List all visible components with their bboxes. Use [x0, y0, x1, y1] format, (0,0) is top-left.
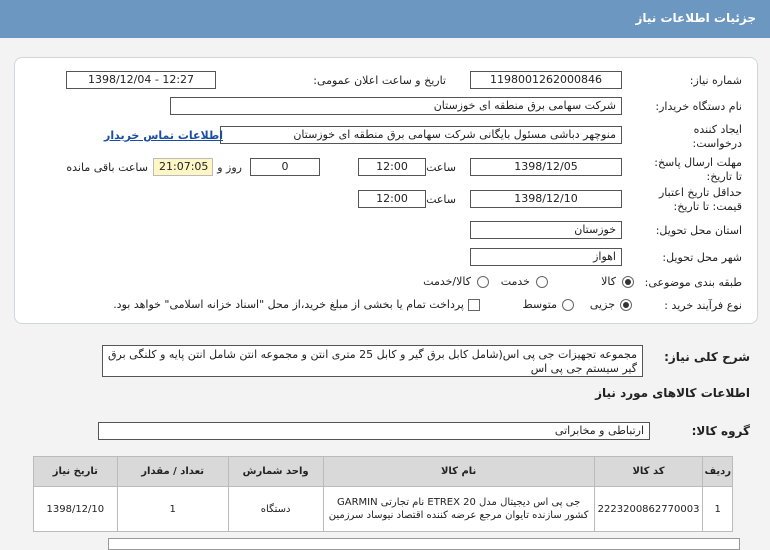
items-table	[33, 456, 733, 532]
creator-field: منوچهر دباشی مسئول بایگانی شرکت سهامی برق منطقه ای خوزستان	[220, 126, 622, 144]
process-option-medium: متوسط	[522, 298, 557, 311]
cell-date: 1398/12/10	[34, 487, 118, 532]
cell-unit: دستگاه	[228, 487, 323, 532]
announce-date-field: 1398/12/04 - 12:27	[66, 71, 216, 89]
category-label: طبقه بندی موضوعی:	[644, 276, 742, 289]
category-option-goods-service: کالا/خدمت	[423, 275, 471, 288]
page-title: جزئیات اطلاعات نیاز	[635, 11, 756, 25]
need-number-field: 1198001262000846	[470, 71, 622, 89]
process-type-label: نوع فرآیند خرید :	[664, 299, 742, 312]
deadline-date-field: 1398/12/05	[470, 158, 622, 176]
process-option-minor: جزیی	[589, 298, 615, 311]
description-label: شرح کلی نیاز:	[664, 350, 750, 364]
table-header-row	[34, 457, 733, 487]
treasury-payment-checkbox[interactable]	[468, 299, 480, 311]
creator-label-line2: درخواست:	[692, 137, 742, 150]
deadline-label-line2: تا تاریخ:	[706, 170, 742, 183]
days-label: روز و	[217, 161, 242, 174]
col-qty: تعداد / مقدار	[117, 457, 228, 487]
cell-name: جی پی اس دیجیتال مدل ETREX 20 نام تجارتی GARMIN کشور سازنده تایوان مرجع عرضه کننده اقتصاد نیوساد سرزمین	[323, 487, 594, 532]
validity-date-field: 1398/12/10	[470, 190, 622, 208]
deadline-time-field: 12:00	[358, 158, 426, 176]
col-name: نام کالا	[323, 457, 594, 487]
description-field: مجموعه تجهیزات جی پی اس(شامل کابل برق گیر و کابل 25 متری انتن و مجموعه انتن شامل انتن پایه و کلنگی برق گیر سیستم جی پی اس	[102, 345, 643, 377]
treasury-payment-note: پرداخت تمام یا بخشی از مبلغ خرید،از محل "اسناد خزانه اسلامی" خواهد بود.	[113, 298, 464, 311]
goods-group-field: ارتباطی و مخابراتی	[98, 422, 650, 440]
cell-row: 1	[703, 487, 733, 532]
goods-group-label: گروه کالا:	[691, 424, 750, 438]
deadline-time-label: ساعت	[426, 161, 456, 174]
process-radio-minor[interactable]	[620, 299, 632, 311]
col-row: ردیف	[703, 457, 733, 487]
deadline-label-line1: مهلت ارسال پاسخ:	[654, 156, 742, 169]
category-radio-goods[interactable]	[622, 276, 634, 288]
validity-time-field: 12:00	[358, 190, 426, 208]
validity-time-label: ساعت	[426, 193, 456, 206]
city-label: شهر محل تحویل:	[662, 251, 742, 264]
process-radio-medium[interactable]	[562, 299, 574, 311]
category-option-service: خدمت	[500, 275, 530, 288]
city-field: اهواز	[470, 248, 622, 266]
col-date: تاریخ نیاز	[34, 457, 118, 487]
cell-qty: 1	[117, 487, 228, 532]
province-field: خوزستان	[470, 221, 622, 239]
creator-label-line1: ایجاد کننده	[693, 123, 742, 136]
table-row	[34, 487, 733, 532]
remaining-time-field: 21:07:05	[153, 158, 213, 176]
remaining-days-field: 0	[250, 158, 320, 176]
province-label: استان محل تحویل:	[655, 224, 742, 237]
col-code: کد کالا	[594, 457, 703, 487]
need-number-label: شماره نیاز:	[689, 74, 742, 87]
remaining-time-label: ساعت باقی مانده	[66, 161, 148, 174]
buyer-label: نام دستگاه خریدار:	[655, 100, 742, 113]
category-option-goods: کالا	[601, 275, 616, 288]
category-radio-service[interactable]	[536, 276, 548, 288]
goods-section-title: اطلاعات کالاهای مورد نیاز	[595, 386, 750, 400]
next-section-box	[108, 538, 740, 550]
page-header	[0, 0, 770, 38]
validity-label-line2: قیمت: تا تاریخ:	[673, 200, 742, 213]
cell-code: 2223200862770003	[594, 487, 703, 532]
buyer-field: شرکت سهامی برق منطقه ای خوزستان	[170, 97, 622, 115]
announce-date-label: تاریخ و ساعت اعلان عمومی:	[313, 74, 446, 87]
buyer-contact-link[interactable]: اطلاعات تماس خریدار	[104, 129, 224, 142]
validity-label-line1: حداقل تاریخ اعتبار	[658, 186, 742, 199]
category-radio-goods-service[interactable]	[477, 276, 489, 288]
col-unit: واحد شمارش	[228, 457, 323, 487]
